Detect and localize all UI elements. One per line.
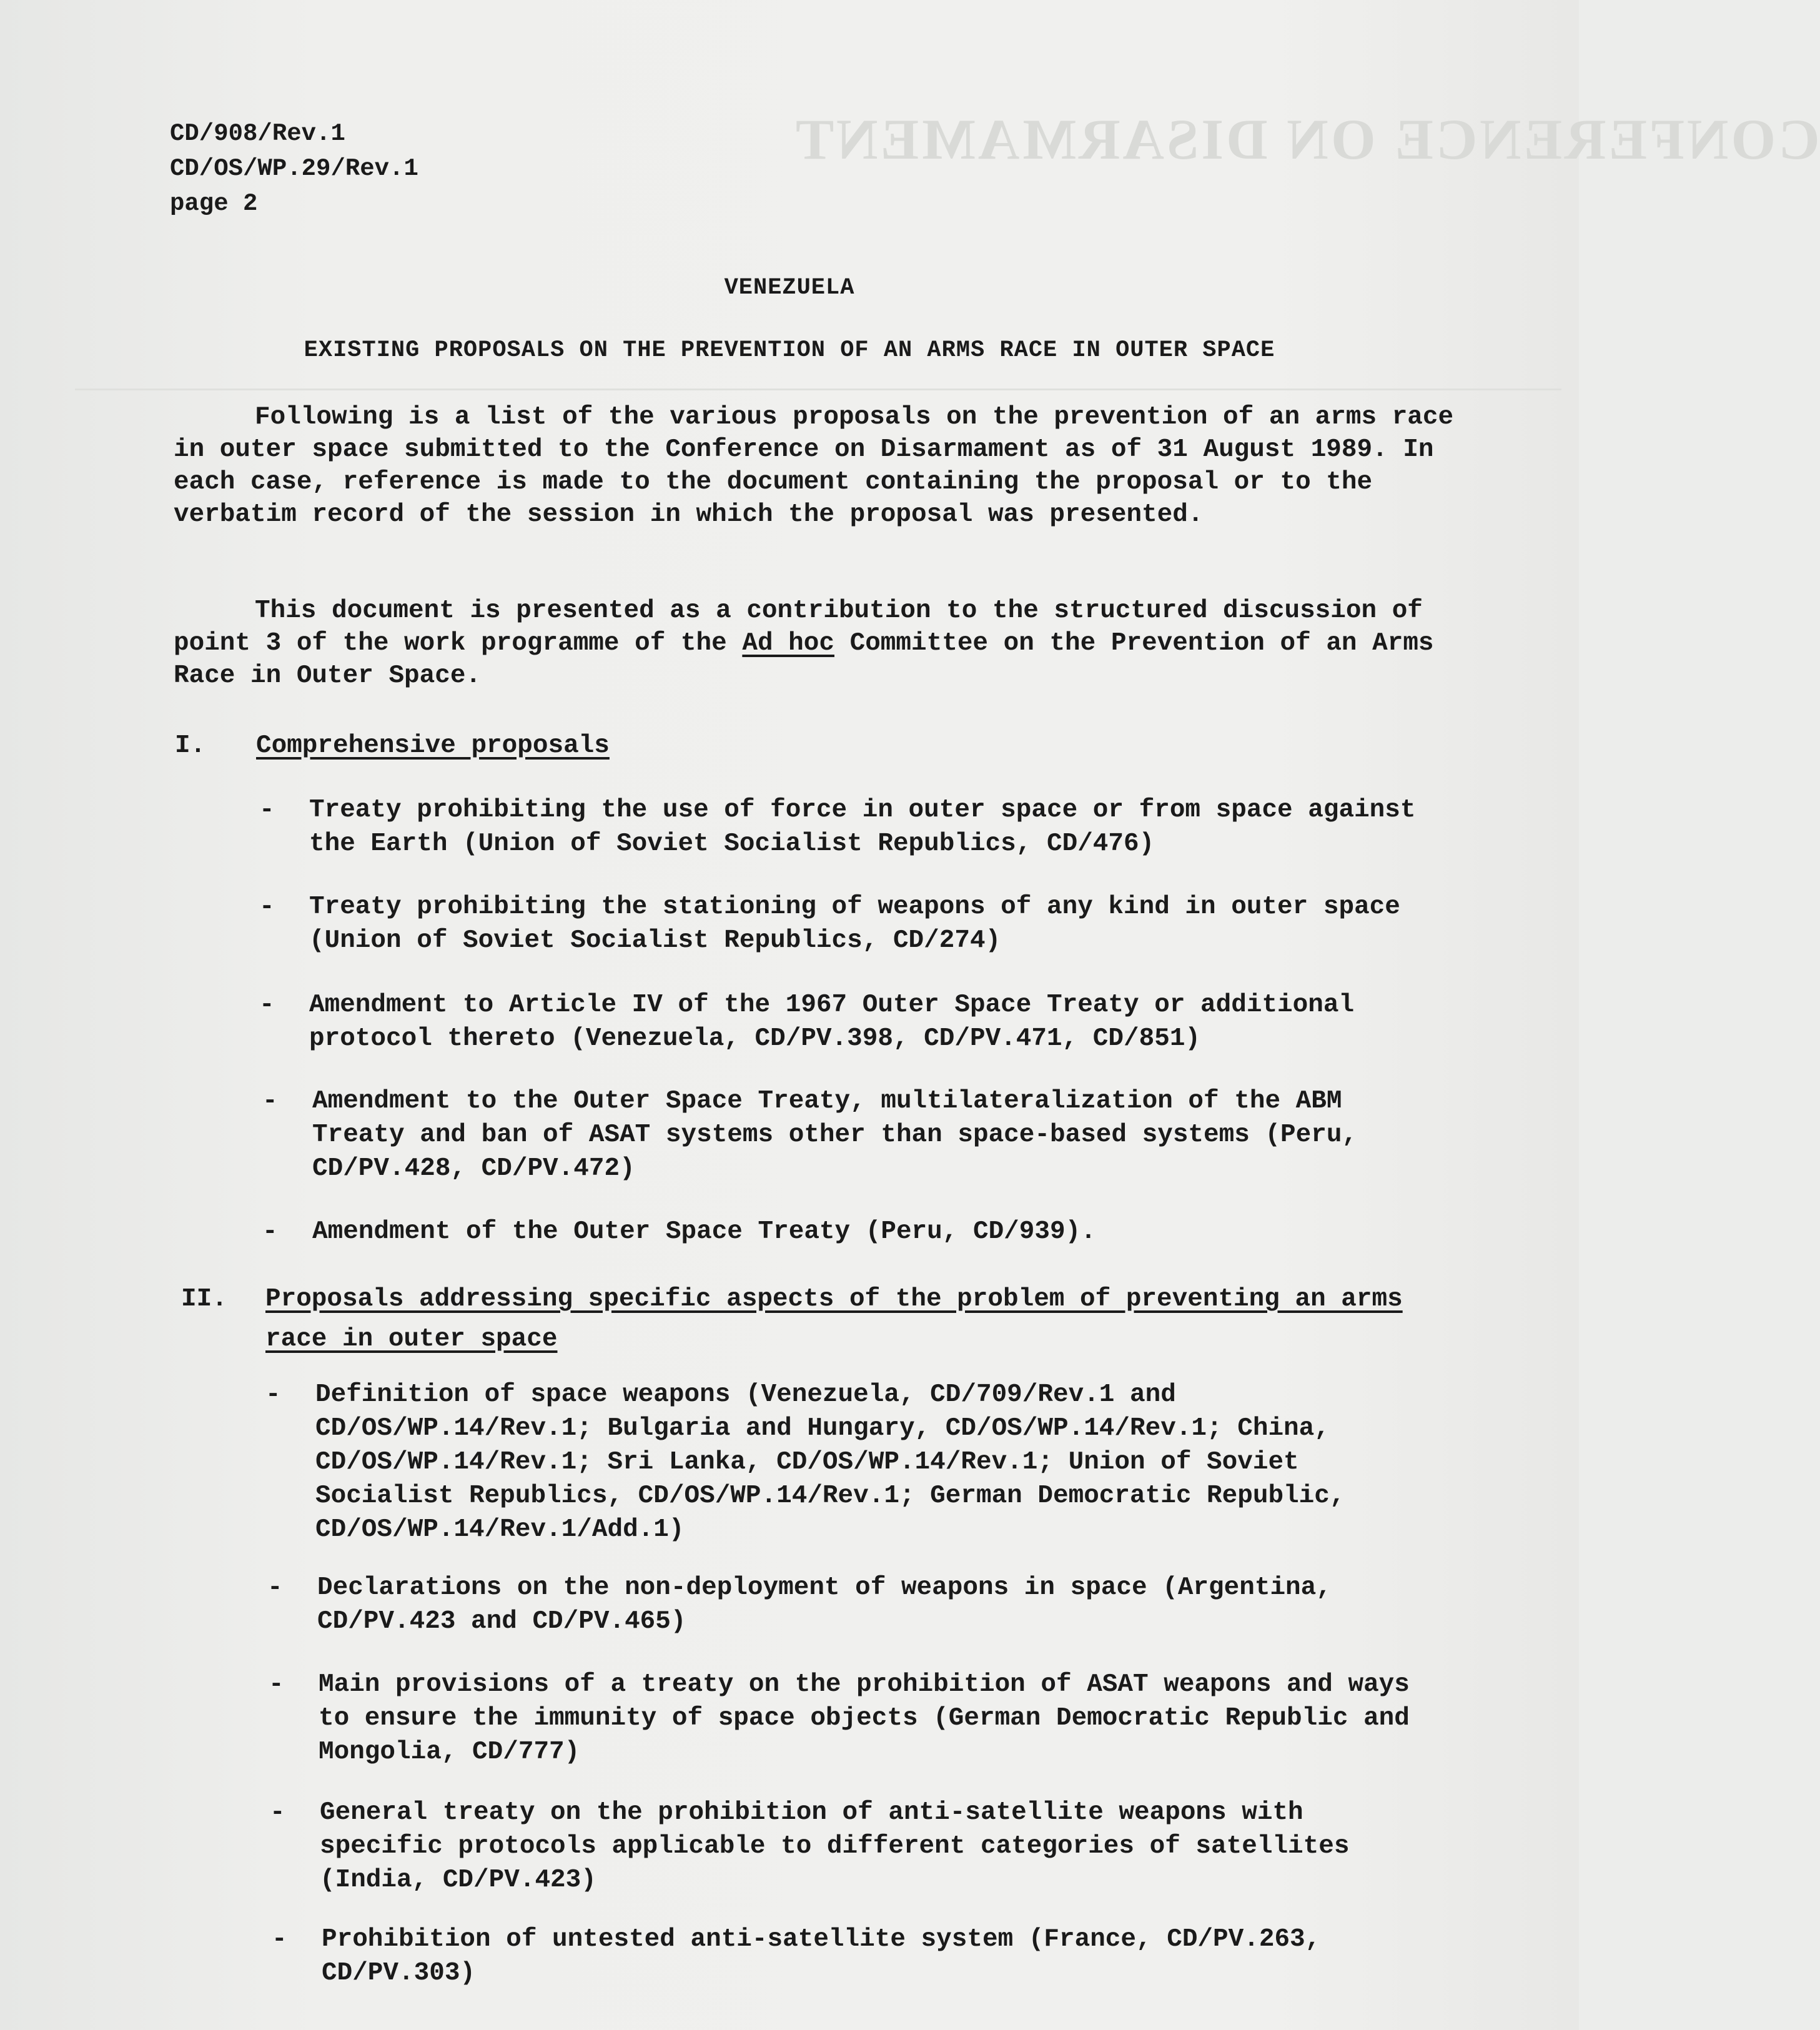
list-item-text: Treaty prohibiting the use of force in outer space or from space against the Earth (Union of Soviet Socialist Republics, CD/476) <box>309 796 1416 858</box>
list-item <box>259 793 1421 861</box>
list-item-text: General treaty on the prohibition of anti-satellite weapons with specific protocols applicable to different categories of satellites (India, CD/PV.423) <box>320 1798 1350 1894</box>
bullet-dash: - <box>272 1925 287 1954</box>
bullet-dash: - <box>259 893 275 921</box>
bullet-dash: - <box>259 991 275 1019</box>
list-item <box>262 1084 1424 1186</box>
intro-text-2a: This document is presented as a contribution to the structured discussion of point 3 of the work programme of the <box>174 597 1423 658</box>
list-item-text: Declarations on the non-deployment of weapons in space (Argentina, CD/PV.423 and CD/PV.465) <box>317 1573 1332 1636</box>
list-item-text: Amendment to the Outer Space Treaty, multilateralization of the ABM Treaty and ban of ASAT systems other than space-based systems (Peru, CD/PV.428, CD/PV.472) <box>312 1087 1358 1183</box>
list-item <box>262 1215 1424 1249</box>
section-heading-1 <box>175 726 1486 770</box>
section-number: I. <box>175 731 206 760</box>
intro-text-2b: Committee on the Prevention of an Arms Race in Outer Space. <box>174 629 1434 690</box>
list-item-text: Amendment of the Outer Space Treaty (Peru, CD/939). <box>312 1217 1096 1246</box>
list-item <box>270 1796 1432 1897</box>
bullet-dash: - <box>265 1380 281 1409</box>
doc-number: CD/908/Rev.1 <box>170 120 345 147</box>
list-item-text: Treaty prohibiting the stationing of weapons of any kind in outer space (Union of Soviet Socialist Republics, CD/274) <box>309 893 1400 955</box>
page-number: page 2 <box>170 190 258 217</box>
intro-paragraph-1 <box>174 401 1460 531</box>
list-item <box>269 1668 1430 1769</box>
bullet-dash: - <box>262 1087 278 1116</box>
bullet-dash: - <box>267 1573 283 1602</box>
country-heading: VENEZUELA <box>724 275 855 301</box>
document-title: EXISTING PROPOSALS ON THE PREVENTION OF AN ARMS RACE IN OUTER SPACE <box>304 337 1275 364</box>
bullet-dash: - <box>259 796 275 824</box>
intro-paragraph-2 <box>174 595 1460 692</box>
intro-text-1: Following is a list of the various proposals on the prevention of an arms race in outer space submitted to the Conference on Disarmament as of 31 August 1989. In each case, reference is made to the document containing the proposal or to the verbatim record of the session in which the proposal was presented. <box>174 403 1454 529</box>
list-item-text: Amendment to Article IV of the 1967 Outer Space Treaty or additional protocol thereto (Venezuela, CD/PV.398, CD/PV.471, CD/851) <box>309 991 1355 1053</box>
bleed-through-text: CONFERENCE ON DISARMAMENT <box>793 107 1820 171</box>
list-item <box>259 890 1421 958</box>
section-heading-2 <box>181 1279 1524 1367</box>
list-item <box>272 1923 1433 1990</box>
list-item-text: Definition of space weapons (Venezuela, CD/709/Rev.1 and CD/OS/WP.14/Rev.1; Bulgaria and Hungary, CD/OS/WP.14/Rev.1; China, CD/OS/WP.14/Rev.1; Sri Lanka, CD/OS/WP.14/Rev.1; Union of Soviet Socialist Republics, CD/OS/WP.14/Rev.1; German Democratic Republic, CD/OS/WP.14/Rev.1/Add.1) <box>315 1380 1345 1544</box>
bullet-dash: - <box>262 1217 278 1246</box>
list-item-text: Main provisions of a treaty on the prohibition of ASAT weapons and ways to ensure the immunity of space objects (German Democratic Republic and Mongolia, CD/777) <box>319 1670 1410 1766</box>
list-item <box>265 1378 1427 1547</box>
list-item-text: Prohibition of untested anti-satellite system (France, CD/PV.263, CD/PV.303) <box>322 1925 1321 1988</box>
section-title: Comprehensive proposals <box>256 731 610 760</box>
section-title: Proposals addressing specific aspects of the problem of preventing an arms race in outer space <box>265 1285 1403 1354</box>
document-reference <box>170 116 418 221</box>
bleed-through-rule <box>75 389 1561 390</box>
wp-number: CD/OS/WP.29/Rev.1 <box>170 155 418 182</box>
list-item <box>267 1571 1429 1638</box>
bullet-dash: - <box>270 1798 285 1827</box>
list-item <box>259 988 1421 1056</box>
section-number: II. <box>181 1285 227 1314</box>
ad-hoc-underlined: Ad hoc <box>742 629 834 658</box>
bullet-dash: - <box>269 1670 284 1699</box>
